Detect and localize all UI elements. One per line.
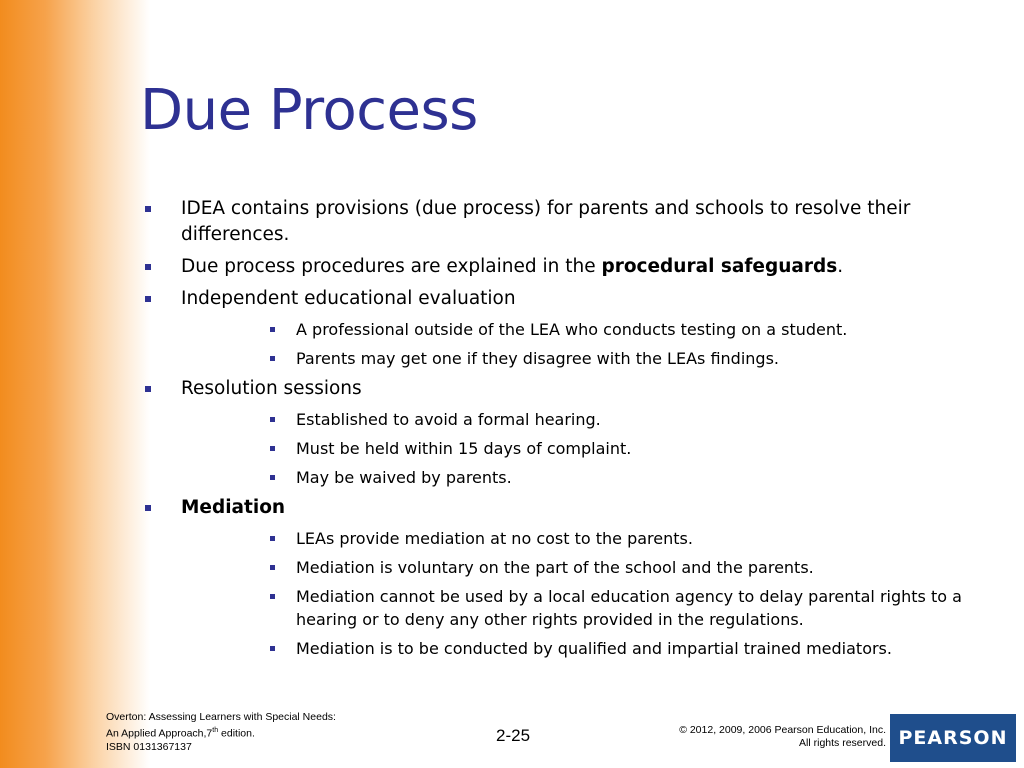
bullet-item (145, 376, 995, 402)
sub-list (145, 527, 995, 660)
logo-text: PEARSON (898, 727, 1008, 749)
sub-bullet-item: Mediation is voluntary on the part of the school and the parents. (270, 556, 995, 579)
sub-bullet-item: Established to avoid a formal hearing. (270, 408, 995, 431)
footer-copyright (679, 724, 886, 750)
footer-book-edition (106, 724, 336, 741)
sub-list (145, 408, 995, 489)
footer-edition-text: edition. (218, 727, 255, 740)
bullet-item (145, 254, 995, 280)
sub-bullet-item: Mediation cannot be used by a local education agency to delay parental rights to a hearing or to deny any other rights provided in the regulations. (270, 585, 995, 631)
bullet-item (145, 495, 995, 521)
sub-bullet-item: May be waived by parents. (270, 466, 995, 489)
sub-bullet-item: A professional outside of the LEA who conducts testing on a student. (270, 318, 995, 341)
bullet-text: Independent educational evaluation (181, 288, 516, 309)
pearson-logo (890, 714, 1016, 762)
footer-edition-sup: th (212, 727, 219, 734)
slide-number: 2-25 (496, 726, 531, 745)
bullet-list (145, 196, 995, 666)
sub-bullet-item: LEAs provide mediation at no cost to the parents. (270, 527, 995, 550)
left-gradient-band (0, 0, 150, 768)
copyright-line: © 2012, 2009, 2006 Pearson Education, Inc. (679, 724, 886, 736)
sub-list (145, 318, 995, 370)
footer-isbn: ISBN 0131367137 (106, 740, 192, 753)
bullet-item (145, 286, 995, 312)
bullet-bold-text: Mediation (181, 497, 286, 518)
copyright-line: All rights reserved. (799, 737, 886, 749)
sub-bullet-item: Must be held within 15 days of complaint. (270, 437, 995, 460)
footer-edition-text: An Applied Approach,7 (106, 727, 213, 740)
bullet-bold-text: procedural safeguards (601, 256, 838, 277)
sub-bullet-item: Mediation is to be conducted by qualified and impartial trained mediators. (270, 637, 995, 660)
bullet-text: IDEA contains provisions (due process) for parents and schools to resolve their differences. (181, 198, 911, 245)
sub-bullet-item: Parents may get one if they disagree with the LEAs findings. (270, 347, 995, 370)
bullet-text: Due process procedures are explained in the (181, 256, 602, 277)
bullet-item (145, 196, 995, 248)
bullet-text: Resolution sessions (181, 378, 362, 399)
footer-book-info (106, 711, 336, 754)
bullet-text: . (837, 256, 844, 277)
footer-book-title: Overton: Assessing Learners with Special Needs: (106, 711, 336, 723)
slide-title: Due Process (140, 78, 478, 143)
